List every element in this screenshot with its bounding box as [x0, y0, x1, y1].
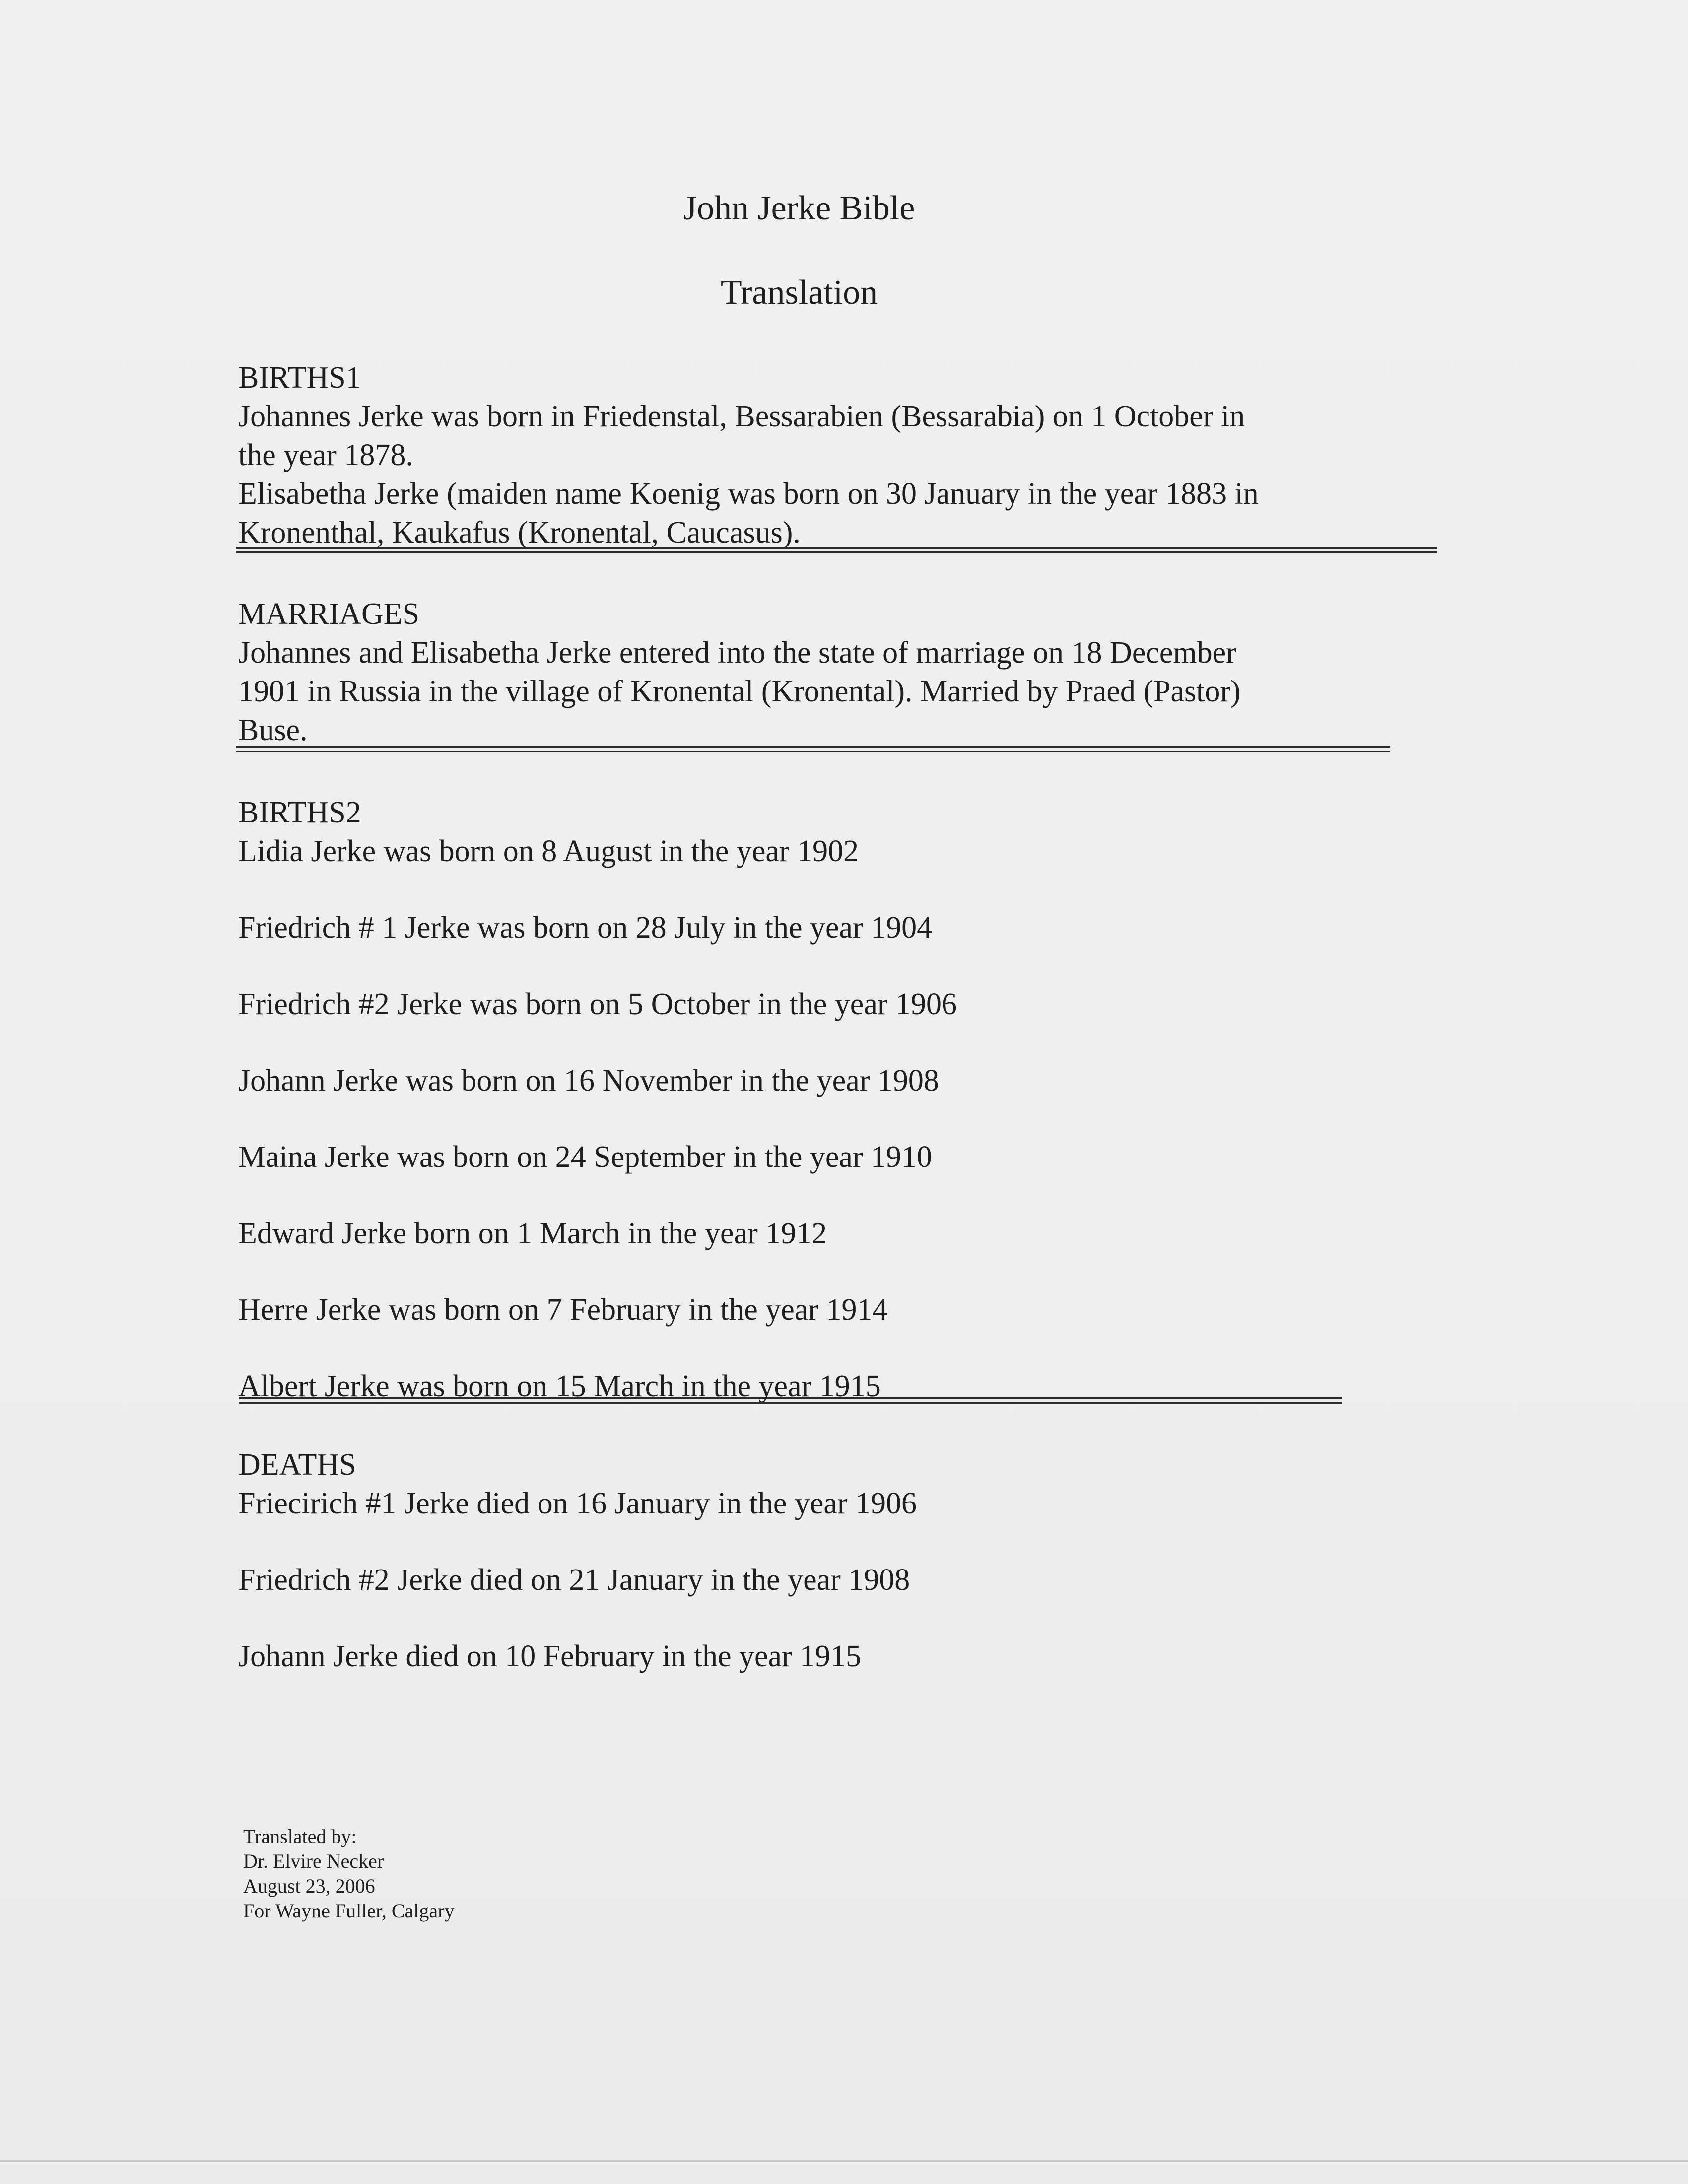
marriages-line: Buse.: [238, 713, 308, 747]
births1-line: Elisabetha Jerke (maiden name Koenig was born on 30 January in the year 1883 in: [238, 477, 1259, 511]
births2-entry: Edward Jerke born on 1 March in the year 1912: [238, 1217, 827, 1250]
births2-heading: BIRTHS2: [238, 796, 361, 829]
footer-line: Translated by:: [243, 1825, 357, 1847]
deaths-entry: Friecirich #1 Jerke died on 16 January in the year 1906: [238, 1487, 917, 1520]
births2-entry: Herre Jerke was born on 7 February in the year 1914: [238, 1293, 888, 1327]
deaths-heading: DEATHS: [238, 1448, 356, 1482]
births2-entry: Friedrich #2 Jerke was born on 5 October in the year 1906: [238, 987, 957, 1021]
births2-entry: Albert Jerke was born on 15 March in the year 1915: [238, 1369, 881, 1403]
births1-heading: BIRTHS1: [238, 361, 361, 395]
births2-section: [238, 793, 957, 1406]
document-title: John Jerke Bible: [683, 189, 915, 227]
section-divider: [236, 547, 1437, 553]
section-divider: [239, 1397, 1342, 1404]
births1-line: the year 1878.: [238, 438, 413, 472]
births1-line: Johannes Jerke was born in Friedenstal, Bessarabien (Bessarabia) on 1 October in: [238, 400, 1245, 433]
deaths-entry: Johann Jerke died on 10 February in the year 1915: [238, 1639, 862, 1673]
scan-edge-line: [0, 2160, 1688, 2162]
births2-entry: Johann Jerke was born on 16 November in the year 1908: [238, 1064, 939, 1097]
footer-line: For Wayne Fuller, Calgary: [243, 1900, 455, 1922]
births2-entry: Lidia Jerke was born on 8 August in the year 1902: [238, 834, 859, 868]
marriages-line: 1901 in Russia in the village of Kronental (Kronental). Married by Praed (Pastor): [238, 675, 1241, 708]
marriages-heading: MARRIAGES: [238, 597, 420, 631]
document-subtitle: Translation: [720, 273, 878, 312]
births2-entry: Friedrich # 1 Jerke was born on 28 July in the year 1904: [238, 911, 933, 945]
footer-line: Dr. Elvire Necker: [243, 1850, 384, 1872]
footer-line: August 23, 2006: [243, 1875, 375, 1897]
marriages-line: Johannes and Elisabetha Jerke entered into the state of marriage on 18 December: [238, 636, 1236, 670]
births2-entry: Maina Jerke was born on 24 September in the year 1910: [238, 1140, 933, 1174]
deaths-entry: Friedrich #2 Jerke died on 21 January in the year 1908: [238, 1563, 910, 1597]
births1-line: Kronenthal, Kaukafus (Kronental, Caucasus).: [238, 516, 801, 549]
translator-credit: [243, 1824, 454, 1923]
births1-section: [238, 358, 1259, 552]
marriages-section: [238, 595, 1241, 750]
section-divider: [236, 746, 1390, 752]
deaths-section: [238, 1445, 917, 1676]
